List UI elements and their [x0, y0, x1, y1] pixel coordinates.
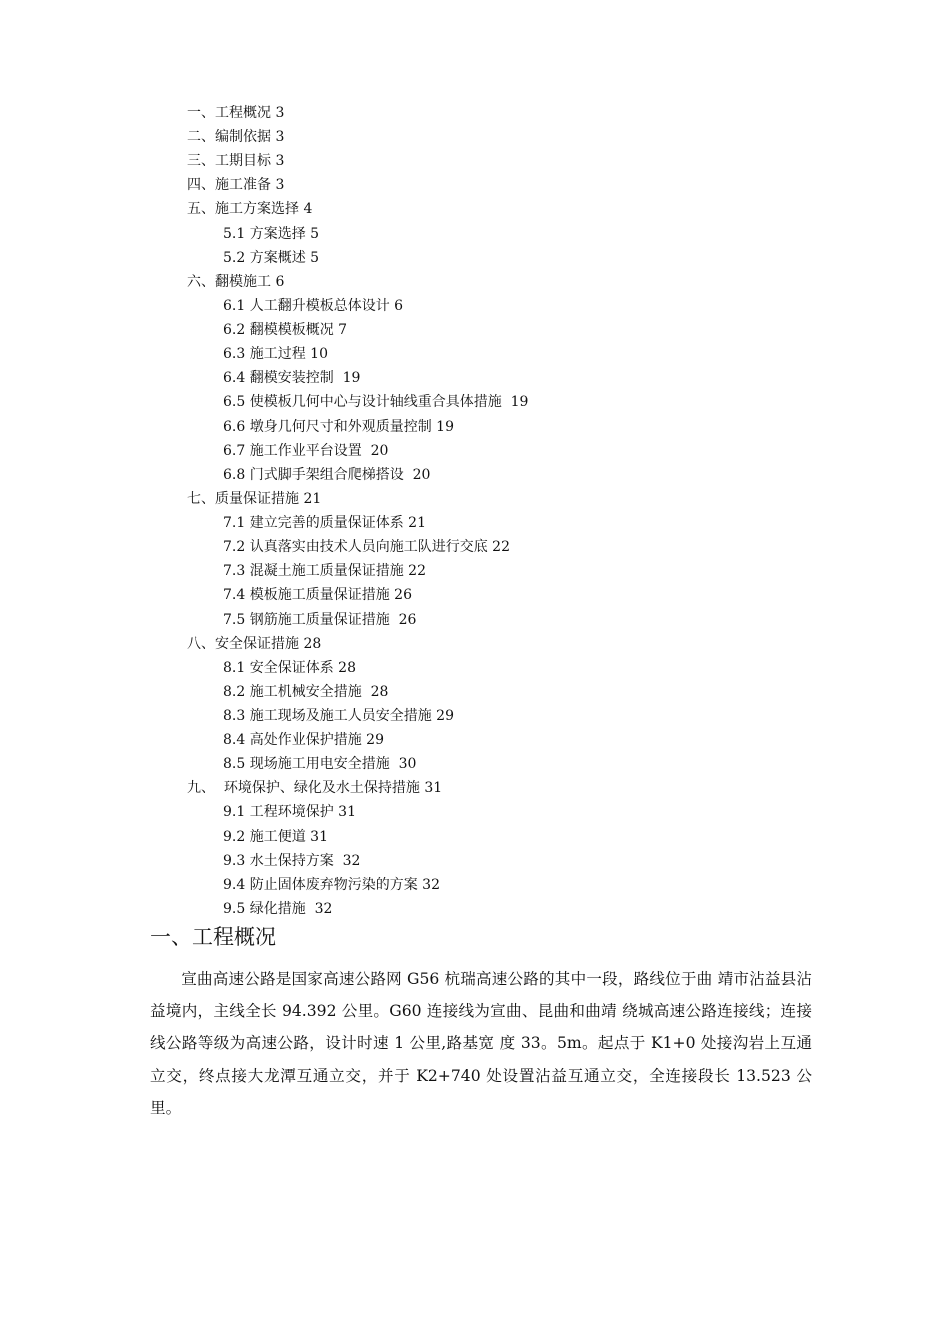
- toc-entry[interactable]: 五、施工方案选择 4: [187, 201, 313, 218]
- toc-entry[interactable]: 9.1 工程环境保护 31: [223, 804, 356, 821]
- toc-entry[interactable]: 9.2 施工便道 31: [223, 828, 328, 845]
- toc-entry[interactable]: 6.5 使模板几何中心与设计轴线重合具体措施 19: [223, 394, 529, 411]
- toc-entry[interactable]: 8.1 安全保证体系 28: [223, 659, 356, 676]
- toc-entry[interactable]: 6.7 施工作业平台设置 20: [223, 442, 389, 459]
- toc-entry[interactable]: 6.1 人工翻升模板总体设计 6: [223, 297, 404, 314]
- toc-entry[interactable]: 8.3 施工现场及施工人员安全措施 29: [223, 708, 454, 724]
- toc-entry[interactable]: 四、施工准备 3: [187, 177, 285, 194]
- toc-entry[interactable]: 6.2 翻模模板概况 7: [223, 322, 348, 339]
- toc-entry[interactable]: 一、工程概况 3: [187, 105, 285, 121]
- toc-entry[interactable]: 6.6 墩身几何尺寸和外观质量控制 19: [223, 418, 454, 435]
- toc-entry[interactable]: 六、翻模施工 6: [187, 273, 285, 290]
- toc-entry[interactable]: 7.2 认真落实由技术人员向施工队进行交底 22: [223, 539, 510, 556]
- toc-entry[interactable]: 八、安全保证措施 28: [187, 635, 322, 652]
- toc-entry[interactable]: 8.2 施工机械安全措施 28: [223, 683, 389, 700]
- toc-entry[interactable]: 7.1 建立完善的质量保证体系 21: [223, 515, 426, 532]
- section-paragraph: 宣曲高速公路是国家高速公路网 G56 杭瑞高速公路的其中一段，路线位于曲 靖市沾益县沾益境内，主线全长 94.392 公里。G60 连接线为宣曲、昆曲和曲靖 绕城高速公路连接线；连接线公路等级为高速公路，设计时速 1 公里,路基宽 度 33。5m。起点于 K1+0 处接沟岩上互通立交，终点接大龙潭互通立交，并于 K2+740 处设置沾益互通立交，全连接段长 13.523 公里。: [150, 970, 812, 1117]
- toc-entry[interactable]: 三、工期目标 3: [187, 153, 285, 170]
- toc-entry[interactable]: 6.4 翻模安装控制 19: [223, 370, 361, 387]
- toc-entry[interactable]: 9.4 防止固体废弃物污染的方案 32: [223, 876, 440, 893]
- toc-entry[interactable]: 7.3 混凝土施工质量保证措施 22: [223, 563, 426, 580]
- toc-entry[interactable]: 5.1 方案选择 5: [223, 225, 320, 242]
- section-heading: 一、工程概况: [150, 925, 276, 949]
- toc-entry[interactable]: 9.3 水土保持方案 32: [223, 852, 361, 869]
- toc-entry[interactable]: 8.5 现场施工用电安全措施 30: [223, 756, 417, 773]
- toc-entry[interactable]: 7.5 钢筋施工质量保证措施 26: [223, 611, 417, 628]
- toc-entry[interactable]: 5.2 方案概述 5: [223, 249, 320, 266]
- toc-entry[interactable]: 七、质量保证措施 21: [187, 490, 322, 507]
- toc-entry[interactable]: 九、 环境保护、绿化及水土保持措施 31: [187, 780, 443, 797]
- toc-entry[interactable]: 8.4 高处作业保护措施 29: [223, 732, 384, 749]
- toc-entry[interactable]: 6.3 施工过程 10: [223, 346, 328, 363]
- toc-entry[interactable]: 7.4 模板施工质量保证措施 26: [223, 587, 412, 604]
- toc-entry[interactable]: 二、编制依据 3: [187, 129, 285, 146]
- toc-entry[interactable]: 6.8 门式脚手架组合爬梯搭设 20: [223, 466, 431, 483]
- toc-entry[interactable]: 9.5 绿化措施 32: [223, 900, 333, 917]
